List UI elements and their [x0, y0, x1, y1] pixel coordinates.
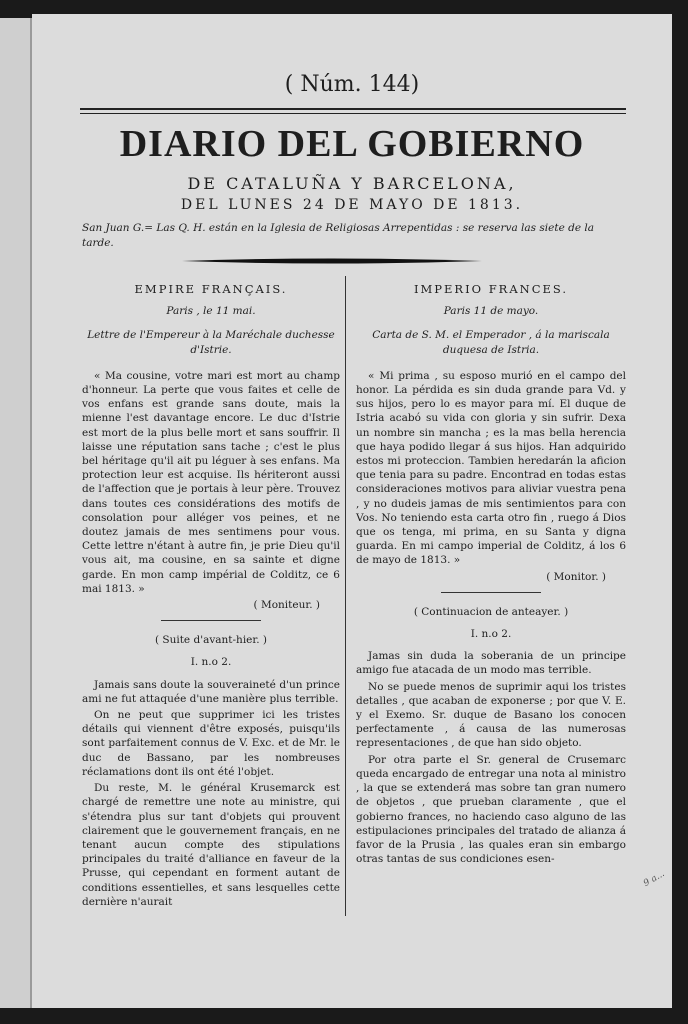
- spanish-letter-title: Carta de S. M. el Emperador , á la mariscala duquesa de Istria.: [372, 329, 610, 356]
- spanish-heading: IMPERIO FRANCES.: [413, 282, 569, 296]
- french-paragraph-2: On ne peut que supprimer ici les tristes détails qui viennent d'être exposés, puisqu'ils sont parfaitement connus de V. Exc. et de Mr. le duc de Bassano, par les nombreuses réclamations dont ils ont été l'objet.: [82, 709, 340, 778]
- french-letter-title: Lettre de l'Empereur à la Maréchale duchesse d'Istrie.: [87, 329, 335, 356]
- saints-of-the-day: San Juan G.= Las Q. H. están en la Iglesia de Religiosas Arrepentidas : se reserva las siete de la tarde.: [82, 222, 595, 249]
- spanish-paragraph-2: No se puede menos de suprimir aqui los tristes detalles , que acaban de exponerse ; por que V. E. y el Exemo. Sr. duque de Basano los conocen perfectamente , á causa de las numerosas representaciones , de que han sido objeto.: [356, 680, 626, 750]
- spanish-section-number: I. n.o 2.: [470, 628, 512, 641]
- french-continuation: ( Suite d'avant-hier. ): [154, 634, 268, 647]
- masthead-title: DIARIO DEL GOBIERNO: [119, 123, 585, 165]
- french-paragraph-1: Jamais sans doute la souveraineté d'un prince ami ne fut attaquée d'une manière plus terrible.: [82, 678, 340, 705]
- column-divider: [345, 276, 346, 916]
- spanish-source: ( Monitor. ): [546, 570, 606, 583]
- margin-annotation: 9 a...: [642, 869, 667, 889]
- french-dateline: Paris , le 11 mai.: [166, 305, 256, 318]
- top-rule-thin: [80, 113, 626, 114]
- french-column: [82, 276, 340, 911]
- french-source: ( Moniteur. ): [253, 599, 320, 612]
- top-rule: [80, 108, 626, 110]
- french-section-rule: [161, 620, 261, 621]
- spanish-continuation: ( Continuacion de anteayer. ): [413, 605, 569, 618]
- spanish-dateline: Paris 11 de mayo.: [443, 305, 539, 318]
- ornamental-rule: [182, 258, 482, 264]
- spanish-section-rule: [441, 592, 541, 593]
- spanish-letter-body: « Mi prima , su esposo murió en el campo del honor. La pérdida es sin duda grande para Vd. y sus hijos, pero lo es mayor para mí. El duque de Istria acabó su vida con gloria y sin sufrir. Dexa un nombre sin mancha ; es la mas bella herencia que haya podido llegar á sus hijos. Han adquirido estos mi proteccion. Tambien heredarán la aficion que tenia para su padre. Encontrad en todas estas consideraciones motivos para aliviar vuestra pena , y no dudeis jamas de mis sentimientos para con Vos. No teniendo esta carta otro fin , ruego á Dios que os tenga, mi prima, en su Santa y digna guarda. En mi campo imperial de Colditz, á los 6 de mayo de 1813. »: [356, 369, 626, 567]
- french-heading: EMPIRE FRANÇAIS.: [134, 282, 288, 296]
- issue-number: ( Núm. 144): [284, 72, 420, 97]
- french-paragraph-3: Du reste, M. le général Krusemarck est chargé de remettre une note au ministre, qui s'étendra plus sur tant d'objets qui prouvent clairement que le gouvernement français, en ne tenant aucun compte des stipulations principales du traité d'alliance en faveur de la Prusse, qui cependant en forment autant de conditions essentielles, et sans lesquelles cette dernière n'aurait: [82, 782, 340, 908]
- facing-page-edge: [0, 18, 32, 1008]
- spanish-paragraph-1: Jamas sin duda la soberania de un principe amigo fue atacada de un modo mas terrible.: [356, 650, 626, 677]
- masthead-subtitle: DE CATALUÑA Y BARCELONA,: [187, 174, 517, 193]
- french-letter-body: « Ma cousine, votre mari est mort au champ d'honneur. La perte que vous faites et celle de vos enfans est grande sans doute, mais la mienne l'est davantage encore. Le duc d'Istrie est mort de la plus belle mort et sans souffrir. Il laisse une réputation sans tache ; c'est le plus bel héritage qu'il ait pu léguer à ses enfans. Ma protection leur est acquise. Ils hériteront aussi de l'affection que je portais à leur père. Trouvez dans toutes ces considérations des motifs de consolation pour alléger vos peines, et ne doutez jamais de mes sentimens pour vous. Cette lettre n'étant à autre fin, je prie Dieu qu'il vous ait, ma cousine, en sa sainte et digne garde. En mon camp impérial de Colditz, ce 6 mai 1813. »: [82, 369, 340, 595]
- issue-date: DEL LUNES 24 DE MAYO DE 1813.: [180, 197, 524, 213]
- french-section-number: I. n.o 2.: [190, 656, 232, 669]
- newspaper-page: [32, 14, 672, 1008]
- spanish-column: [356, 276, 626, 868]
- spanish-paragraph-3: Por otra parte el Sr. general de Crusemarc queda encargado de entregar una nota al ministro , la que se extenderá mas sobre tan gran numero de objetos , que prueban claramente , que el gobierno frances, no haciendo caso alguno de las estipulaciones principales del tratado de alianza á favor de la Prusia , las quales eran sin embargo otras tantas de sus condiciones esen-: [356, 753, 626, 866]
